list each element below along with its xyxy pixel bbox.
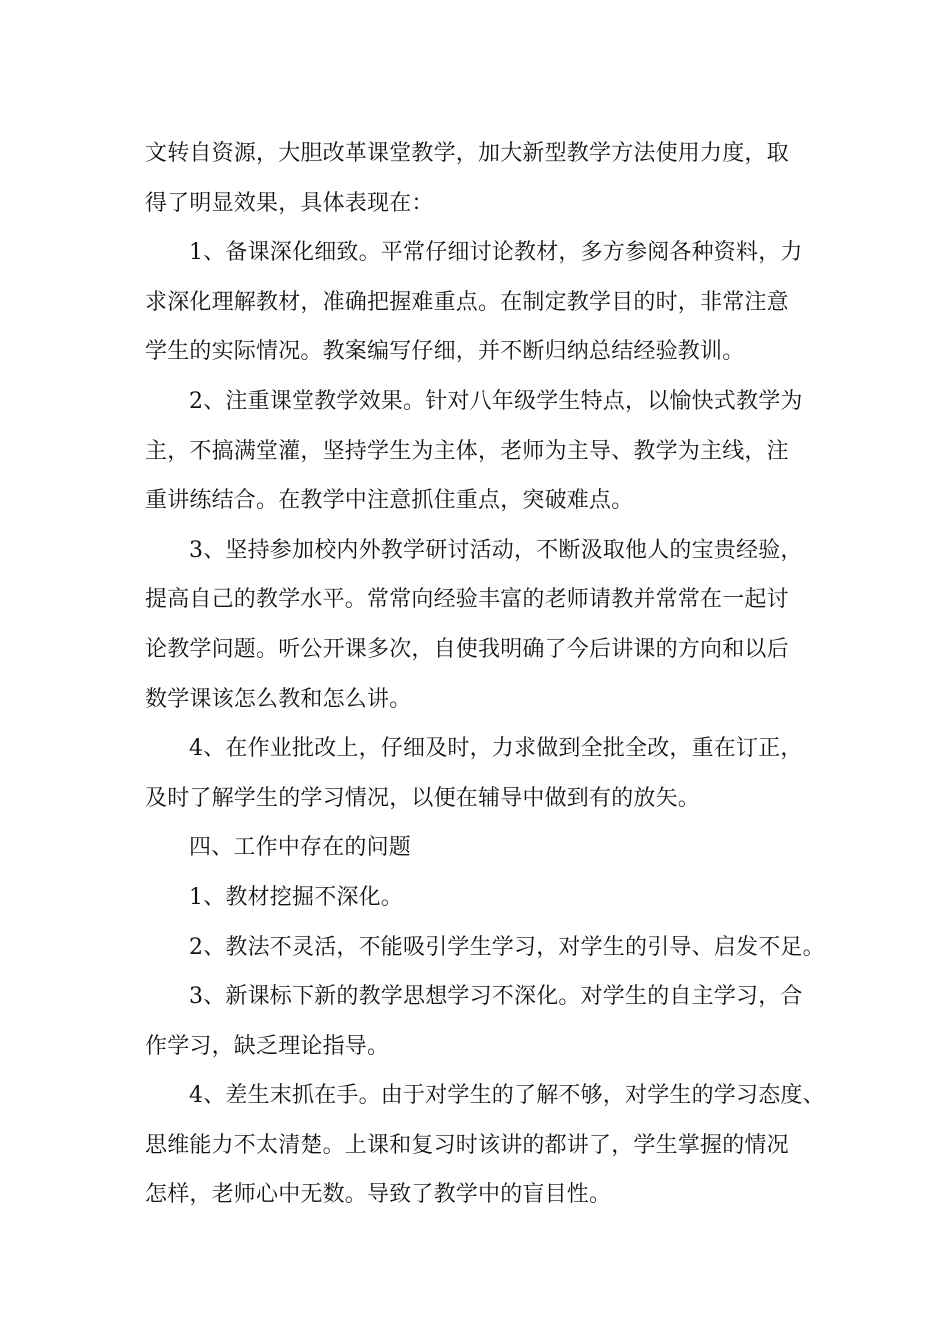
paragraph-line: 数学课该怎么教和怎么讲。	[145, 686, 412, 712]
list-item: 3、新课标下新的教学思想学习不深化。对学生的自主学习，合	[189, 984, 803, 1010]
list-item: 4、差生末抓在手。由于对学生的了解不够，对学生的学习态度、	[189, 1083, 825, 1109]
paragraph-line: 学生的实际情况。教案编写仔细，并不断归纳总结经验教训。	[145, 339, 745, 365]
paragraph-line: 文转自资源，大胆改革课堂教学，加大新型教学方法使用力度，取	[145, 141, 789, 166]
paragraph-line: 1、备课深化细致。平常仔细讨论教材，多方参阅各种资料，力	[189, 240, 803, 266]
paragraph-line: 怎样，老师心中无数。导致了教学中的盲目性。	[145, 1182, 612, 1208]
paragraph-line: 3、坚持参加校内外教学研讨活动，不断汲取他人的宝贵经验，	[189, 537, 803, 563]
paragraph-line: 得了明显效果，具体表现在：	[145, 190, 434, 216]
paragraph-line: 主，不搞满堂灌，坚持学生为主体，老师为主导、教学为主线，注	[145, 438, 789, 464]
paragraph-line: 4、在作业批改上，仔细及时，力求做到全批全改，重在订正，	[189, 736, 803, 762]
paragraph-line: 思维能力不太清楚。上课和复习时该讲的都讲了，学生掌握的情况	[145, 1132, 789, 1158]
paragraph-line: 重讲练结合。在教学中注意抓住重点，突破难点。	[145, 488, 634, 514]
paragraph-line: 2、注重课堂教学效果。针对八年级学生特点，以愉快式教学为	[189, 388, 803, 414]
list-item: 1、教材挖掘不深化。	[189, 884, 403, 910]
paragraph-line: 求深化理解教材，准确把握难重点。在制定教学目的时，非常注意	[145, 289, 789, 315]
paragraph-line: 论教学问题。听公开课多次，自使我明确了今后讲课的方向和以后	[145, 636, 789, 662]
paragraph-line: 作学习，缺乏理论指导。	[145, 1033, 390, 1059]
list-item: 2、教法不灵活，不能吸引学生学习，对学生的引导、启发不足。	[189, 934, 825, 960]
paragraph-line: 提高自己的教学水平。常常向经验丰富的老师请教并常常在一起讨	[145, 587, 789, 613]
paragraph-line: 及时了解学生的学习情况，以便在辅导中做到有的放矢。	[145, 785, 701, 811]
section-heading: 四、工作中存在的问题	[189, 835, 412, 861]
document-body	[145, 129, 825, 1220]
